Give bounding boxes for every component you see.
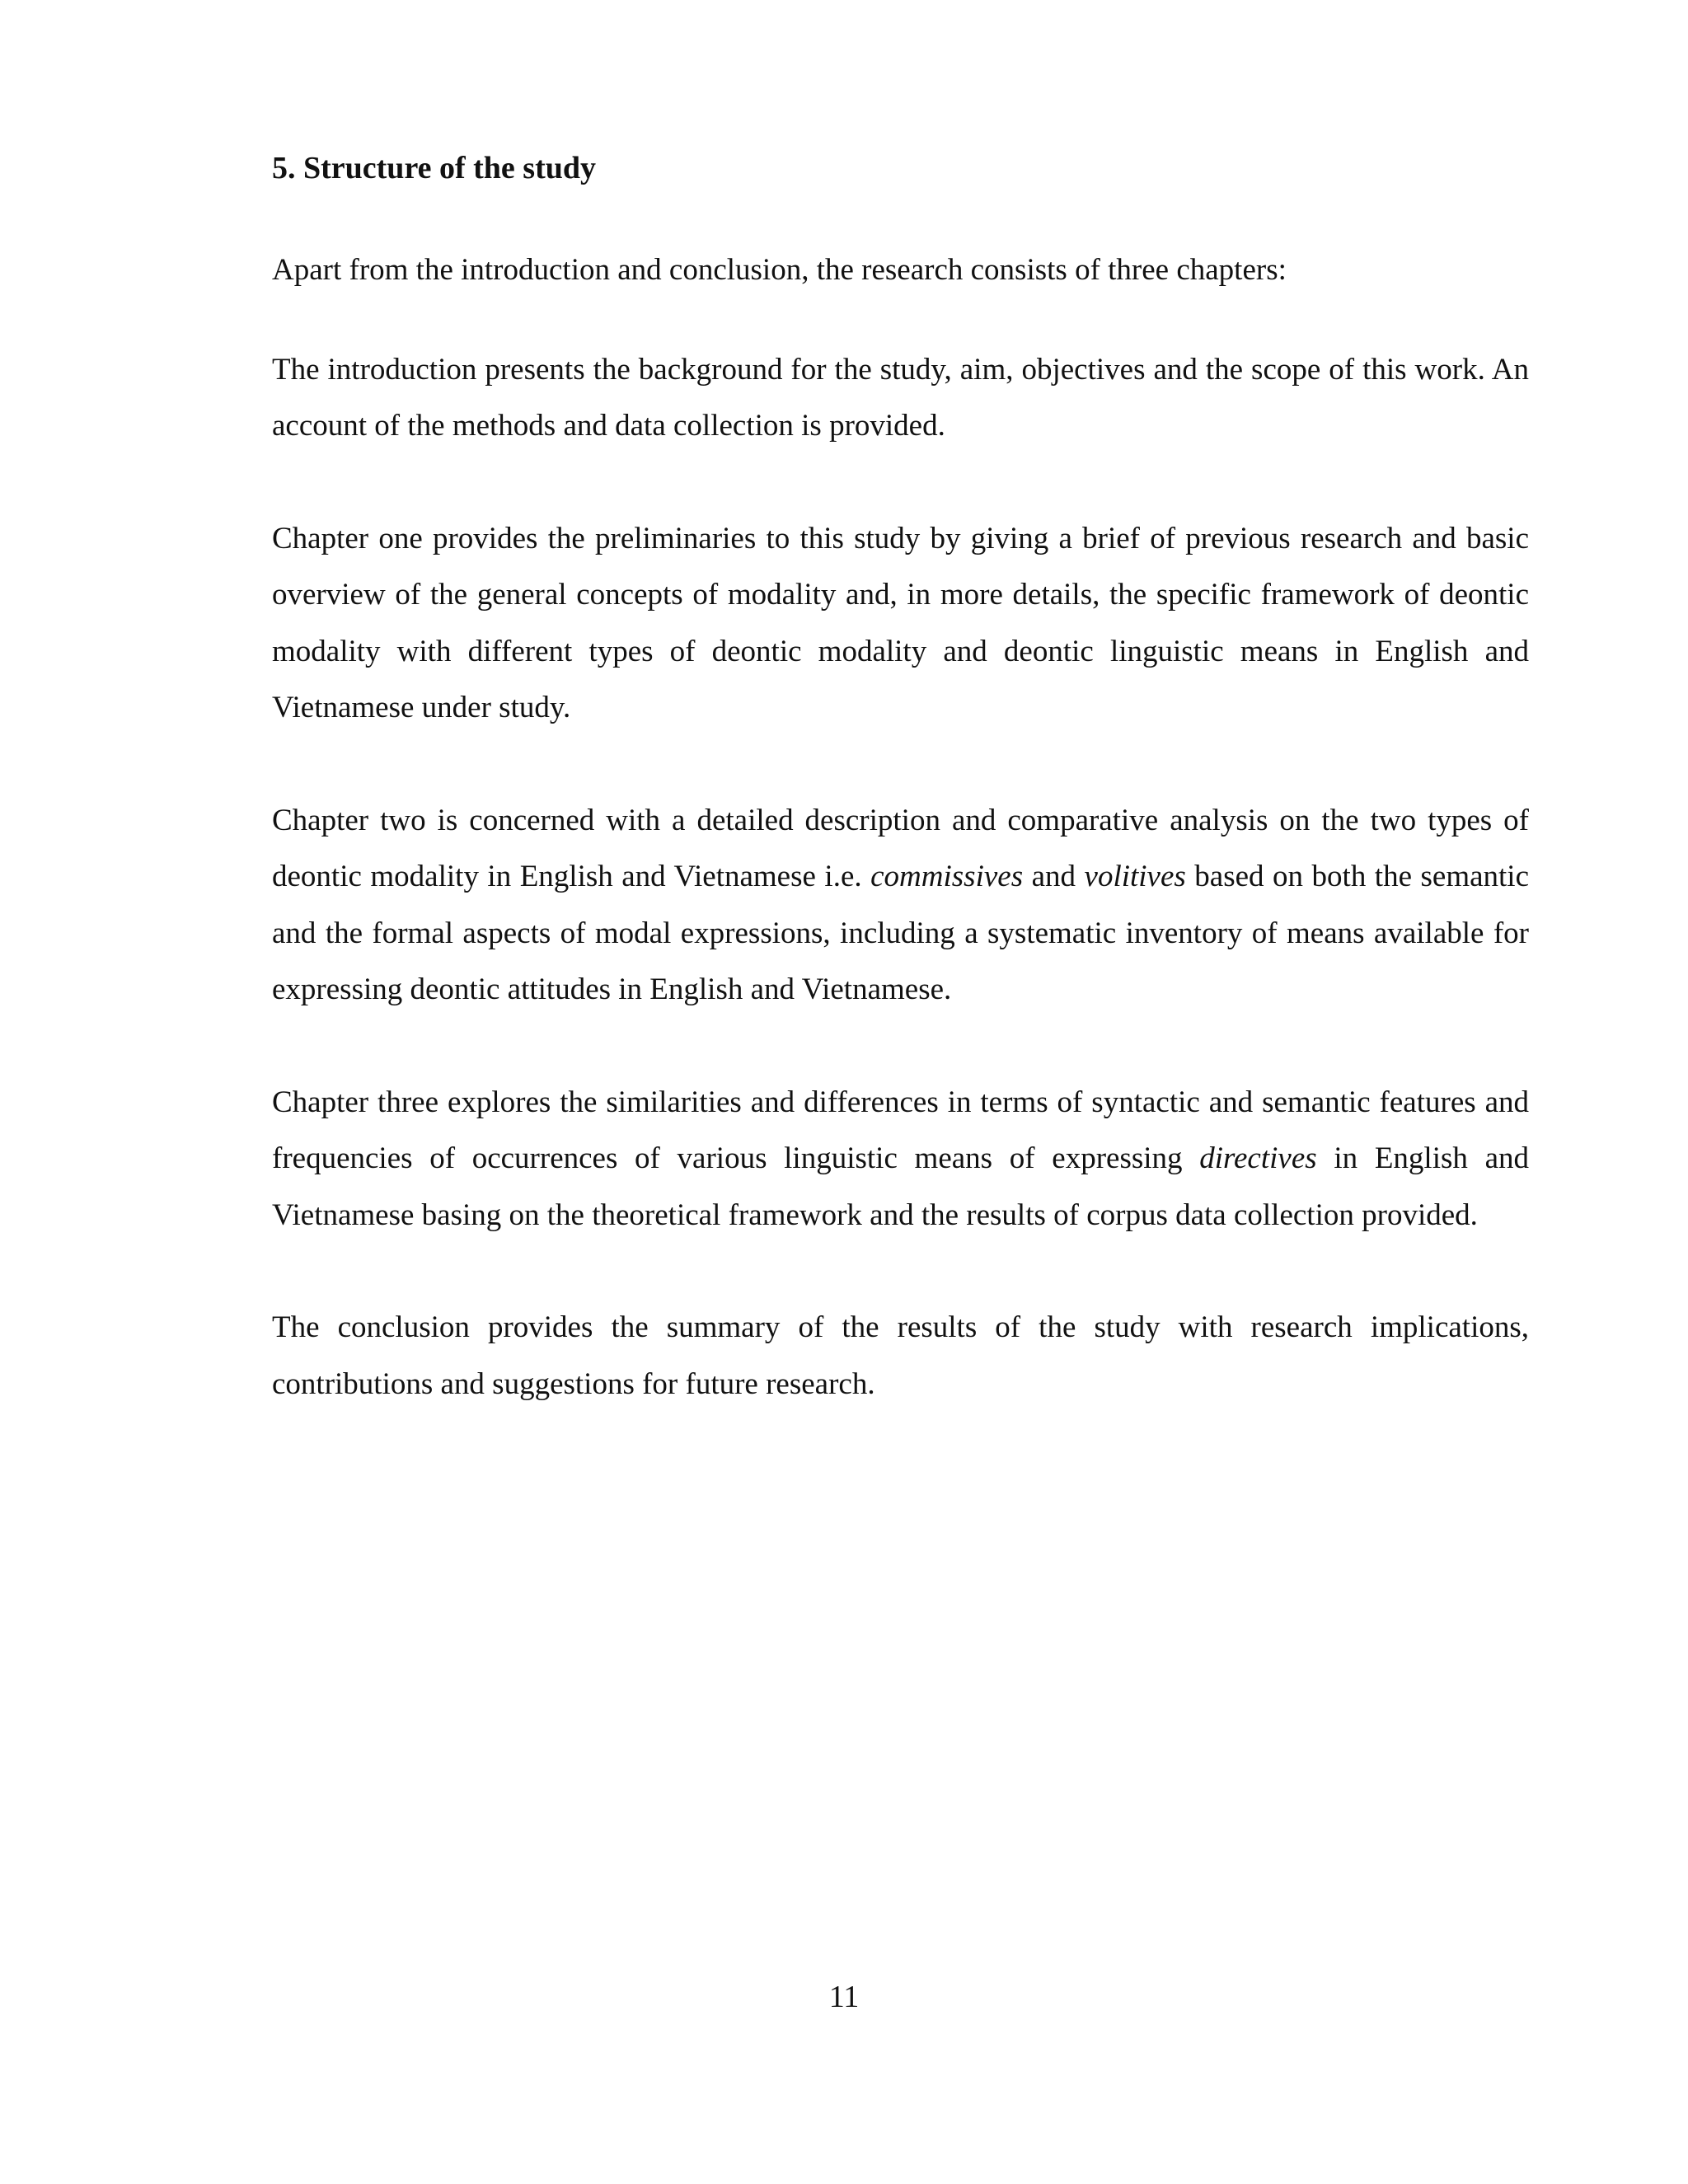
term-commissives: commissives: [870, 860, 1024, 893]
section-heading: 5. Structure of the study: [272, 151, 597, 185]
paragraph-chapter-one: Chapter one provides the preliminaries to this study by giving a brief of previous research and basic overview of the general concepts of modality and, in more details, the specific framework of deontic modality with different types of deontic modality and deontic linguistic means in English and Vietnamese under study.: [272, 521, 1529, 724]
chapter-three-text-1: Chapter three explores the similarities and differences in terms of syntactic and semantic features and frequencies of occurrences of various linguistic means of expressing: [272, 1085, 1529, 1175]
page-body: [272, 147, 1529, 1469]
paragraph-chapter-three: [272, 1075, 1529, 1244]
chapter-two-text-2: and: [1023, 860, 1085, 893]
paragraph-chapter-two: [272, 793, 1529, 1019]
paragraph-conclusion: The conclusion provides the summary of the results of the study with research implications, contributions and suggestions for future research.: [272, 1310, 1529, 1401]
intro-sentence: Apart from the introduction and conclusion, the research consists of three chapters:: [272, 253, 1287, 287]
term-directives: directives: [1199, 1141, 1317, 1175]
paragraph-introduction: The introduction presents the background for the study, aim, objectives and the scope of this work. An account of the methods and data collection is provided.: [272, 352, 1529, 443]
chapter-three-text-2: in English and Vietnamese basing on the theoretical framework and the results of corpus data collection provided.: [272, 1141, 1529, 1232]
term-volitives: volitives: [1084, 860, 1186, 893]
chapter-two-text-3: based on both the semantic and the formal aspects of modal expressions, including a systematic inventory of means available for expressing deontic attitudes in English and Vietnamese.: [272, 860, 1530, 1006]
chapter-two-text-1: Chapter two is concerned with a detailed description and comparative analysis on the two types of deontic modality in English and Vietnamese i.e.: [272, 803, 1529, 893]
page-number: 11: [828, 1980, 860, 2014]
